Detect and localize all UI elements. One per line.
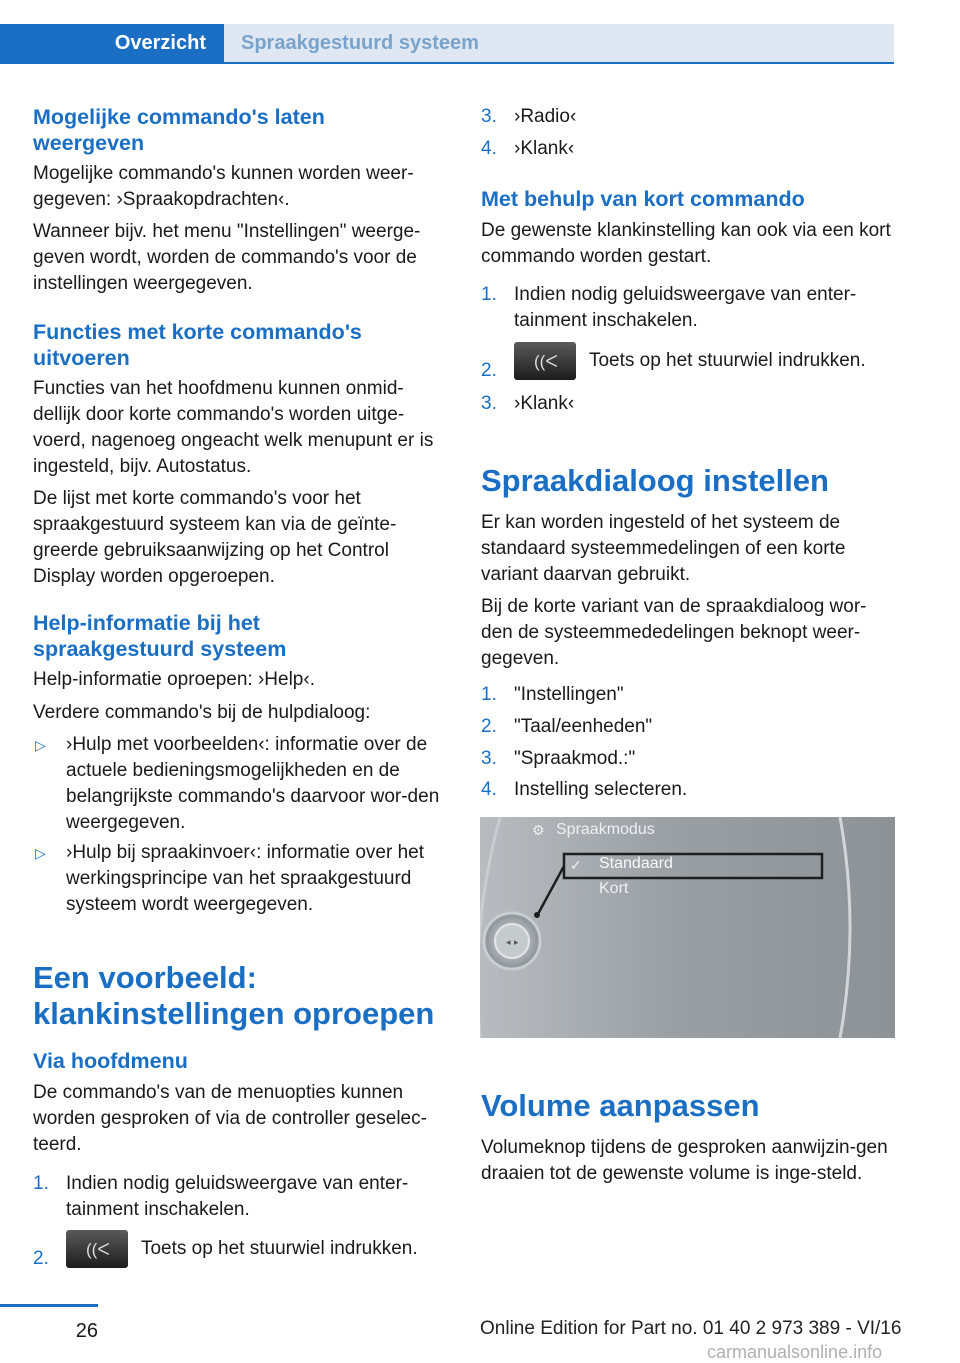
paragraph: Er kan worden ingesteld of het systeem de standaard systeemmedelingen of een korte variant daarvan gebruikt. [481,512,846,585]
screen-svg [480,817,895,1038]
list-item-text: ›Klank‹ [514,393,575,414]
svg-text:✓: ✓ [570,858,582,874]
list-number: 3. [481,748,497,769]
paragraph: Wanneer bijv. het menu "Instellingen" weerge-geven wordt, worden de commando's voor de instellingen weergegeven. [33,221,421,294]
screen-title: Spraakmodus [556,821,655,838]
list-item [481,714,928,740]
list-number: 4. [481,138,497,159]
list-item-text: "Taal/eenheden" [514,716,653,737]
list-item-text: "Instellingen" [514,684,624,705]
list-item-text: Indien nodig geluidsweergave van enter-tainment inschakelen. [514,284,857,331]
bullet-triangle-icon: ▷ [35,845,46,861]
heading-speech-dialog: Spraakdialoog instellen [481,463,829,498]
paragraph: De lijst met korte commando's voor het spraakgestuurd systeem kan via de geïnte-greerde gebruiksaanwijzing op het Control Display worden opgeroepen. [33,488,397,587]
header-tab-overzicht[interactable]: Overzicht [0,24,224,62]
list-item [33,1230,480,1268]
voice-button-icon: ((ᐸ [66,1230,128,1268]
list-item [481,777,928,803]
list-item [481,682,928,708]
screen-option-kort[interactable]: Kort [599,880,629,897]
list-item [33,732,480,836]
paragraph: Functies van het hoofdmenu kunnen onmid-dellijk door korte commando's worden uitge-voerd, nagenoeg ongeacht welk menupunt er is ingesteld, bijv. Autostatus. [33,378,434,477]
section-title-short-commands: Functies met korte commando's uitvoeren [33,320,362,370]
paragraph: Verdere commando's bij de hulpdialoog: [33,702,371,723]
list-item-text: ›Hulp bij spraakinvoer‹: informatie over het werkingsprincipe van het spraakgestuurd systeem wordt weergegeven. [66,842,424,915]
list-item [33,840,480,918]
section-title-help: Help-informatie bij het spraakgestuurd systeem [33,611,287,661]
heading-volume: Volume aanpassen [481,1088,760,1123]
header-tab-chapter[interactable]: Spraakgestuurd systeem [224,24,894,62]
list-item [481,136,928,162]
heading-example: Een voorbeeld: klankinstellingen oproepen [33,960,435,1031]
list-number: 1. [33,1173,49,1194]
list-item-text: Indien nodig geluidsweergave van enter-tainment inschakelen. [66,1173,409,1220]
section-title-main-menu: Via hoofdmenu [33,1049,188,1073]
idrive-screen-image [480,817,895,1038]
list-number: 2. [33,1248,49,1269]
list-number: 3. [481,393,497,414]
paragraph: Help-informatie oproepen: ›Help‹. [33,669,315,690]
page-header [0,0,960,64]
edition-note: Online Edition for Part no. 01 40 2 973 389 - VI/16 [480,1318,902,1339]
paragraph: Volumeknop tijdens de gesproken aanwijzin-gen draaien tot de gewenste volume is inge-steld. [481,1137,888,1184]
section-title-commands: Mogelijke commando's laten weergeven [33,105,325,155]
screen-option-standaard[interactable]: Standaard [599,855,673,872]
page-number: 26 [75,1320,98,1342]
list-item-text: Toets op het stuurwiel indrukken. [588,350,866,372]
list-number: 1. [481,284,497,305]
list-item-text: ›Radio‹ [514,106,577,127]
list-item [481,282,928,334]
bullet-triangle-icon: ▷ [35,737,46,753]
list-item-text: "Spraakmod.:" [514,748,636,769]
list-item [481,746,928,772]
list-item-text: ›Hulp met voorbeelden‹: informatie over de actuele bedieningsmogelijkheden en de belangrijkste commando's daarvoor wor-den weergegeven. [66,734,440,833]
voice-button-icon: ((ᐸ [514,342,576,380]
list-number: 2. [481,360,497,381]
paragraph: De gewenste klankinstelling kan ook via een kort commando worden gestart. [481,220,891,267]
list-number: 4. [481,779,497,800]
section-title-short-command: Met behulp van kort commando [481,187,805,211]
list-number: 1. [481,684,497,705]
paragraph: Bij de korte variant van de spraakdialoog wor-den de systeemmededelingen beknopt weer-gegeven. [481,596,867,669]
paragraph: De commando's van de menuopties kunnen worden gesproken of via de controller geselec-teerd. [33,1082,427,1155]
svg-text:⚙: ⚙ [532,823,545,839]
svg-text:◂: ◂ [506,937,511,947]
paragraph: Mogelijke commando's kunnen worden weer-gegeven: ›Spraakopdrachten‹. [33,163,414,210]
list-item [481,104,928,130]
watermark: carmanualsonline.info [707,1342,883,1362]
footer-rule [0,1304,98,1307]
header-rule [0,62,894,64]
list-item [481,342,928,380]
list-item-text: Instelling selecteren. [514,779,688,800]
list-item [33,1171,480,1223]
list-item-text: Toets op het stuurwiel indrukken. [140,1238,418,1260]
list-item [481,391,928,417]
list-item-text: ›Klank‹ [514,138,575,159]
svg-text:▸: ▸ [514,937,519,947]
list-number: 2. [481,716,497,737]
list-number: 3. [481,106,497,127]
